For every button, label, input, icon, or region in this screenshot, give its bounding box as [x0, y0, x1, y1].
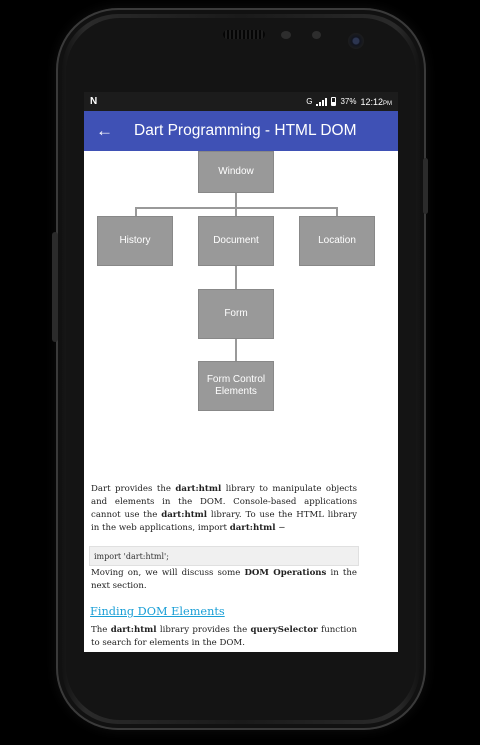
paragraph-intro: Dart provides the dart:html library to manipulate objects and elements in the DOM. Console-based applications cannot use the dart:html library. To use the HTML library in the web applications, import dart:html −: [91, 484, 357, 533]
node-history: History: [97, 216, 173, 266]
connector-window-down: [235, 193, 237, 208]
power-button: [423, 158, 428, 214]
node-form: Form: [198, 289, 274, 339]
node-form-control-line2: Elements: [215, 386, 257, 397]
node-form-control-line1: Form Control: [206, 374, 266, 385]
code-block: import 'dart:html';: [89, 546, 359, 566]
dom-tree-diagram: [84, 151, 398, 413]
proximity-sensor: [281, 31, 291, 39]
front-camera: [348, 33, 364, 49]
article-content[interactable]: [84, 151, 398, 652]
network-type: G: [306, 97, 313, 106]
status-right: [306, 97, 392, 107]
paragraph-moving-on: Moving on, we will discuss some DOM Operations in the next section.: [91, 568, 357, 591]
node-document: Document: [198, 216, 274, 266]
paragraph-query-selector: The dart:html library provides the querySelector function to search for elements in the DOM.: [91, 625, 357, 648]
status-bar: [84, 92, 398, 111]
volume-button: [52, 232, 58, 342]
app-bar: [84, 111, 398, 151]
node-location: Location: [299, 216, 375, 266]
battery-level: 37%: [340, 97, 357, 106]
page-title: Dart Programming - HTML DOM: [134, 122, 357, 139]
section-heading-finding-dom-elements[interactable]: Finding DOM Elements: [90, 605, 225, 618]
clock: 12:12PM: [360, 96, 392, 107]
screen: [84, 92, 398, 652]
arrow-left-icon[interactable]: ←: [96, 121, 113, 140]
connector-document-form: [235, 266, 237, 289]
connector-form-control: [235, 339, 237, 361]
battery-icon: [331, 97, 336, 106]
n-notification-icon: N: [90, 96, 98, 107]
node-window: Window: [198, 151, 274, 193]
earpiece-speaker: [223, 30, 265, 39]
light-sensor: [312, 31, 321, 39]
node-form-control-elements: [198, 361, 274, 411]
signal-icon: [316, 98, 327, 106]
